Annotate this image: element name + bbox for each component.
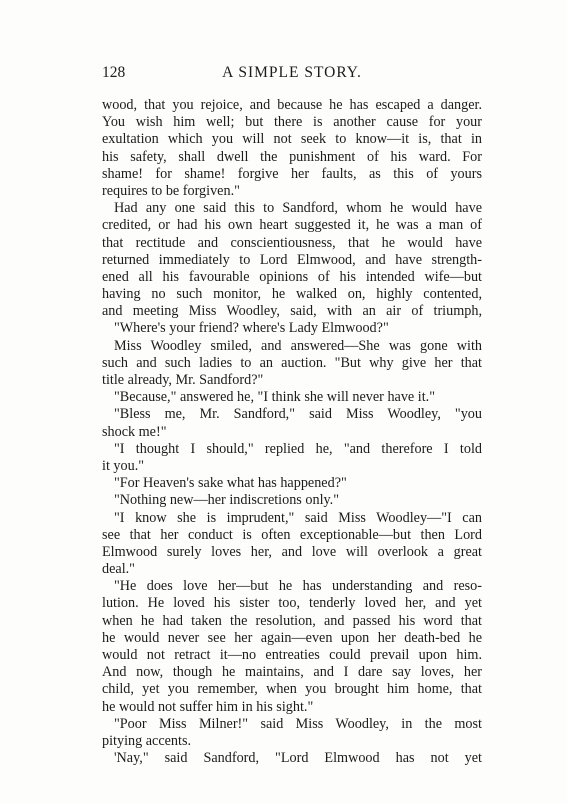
text-line: and meeting Miss Woodley, said, with an air of triumph, xyxy=(102,303,482,320)
text-line: title already, Mr. Sandford?" xyxy=(102,372,264,388)
page-number: 128 xyxy=(102,64,126,81)
text-line: "I thought I should," replied he, "and therefore I told xyxy=(114,440,482,457)
text-line: when he had taken the resolution, and passed his word that xyxy=(102,612,482,629)
text-line: exultation which you will not seek to know—it is, that in xyxy=(102,131,482,148)
text-line: "He does love her—but he has understanding and reso- xyxy=(114,578,482,595)
text-line: shame! for shame! forgive her faults, as this of yours xyxy=(102,165,482,182)
text-line: wood, that you rejoice, and because he has escaped a danger. xyxy=(102,97,482,113)
body-text xyxy=(102,97,482,767)
text-line: see that her conduct is often exceptionable—but then Lord xyxy=(102,526,482,543)
text-line: credited, or had his own heart suggested it, he was a man of xyxy=(102,217,482,234)
text-line: "Where's your friend? where's Lady Elmwood?" xyxy=(114,320,389,337)
text-line: returned immediately to Lord Elmwood, and have strength- xyxy=(102,251,482,268)
text-line: Miss Woodley smiled, and answered—She was gone with xyxy=(114,337,482,354)
running-head xyxy=(102,64,482,86)
text-line: he would never see her again—even upon her death-bed he xyxy=(102,629,482,646)
text-line: he would not suffer him in his sight." xyxy=(102,698,314,715)
text-line: ened all his favourable opinions of his intended wife—but xyxy=(102,268,482,285)
text-line: lution. He loved his sister too, tenderly loved her, and yet xyxy=(102,595,482,612)
text-line: "Nothing new—her indiscretions only." xyxy=(114,492,340,509)
text-line: Elmwood surely loves her, and love will overlook a great xyxy=(102,543,482,560)
text-line: "I know she is imprudent," said Miss Woodley—"I can xyxy=(114,509,482,526)
text-line: "Bless me, Mr. Sandford," said Miss Woodley, "you xyxy=(114,406,482,423)
text-line: "For Heaven's sake what has happened?" xyxy=(114,475,347,492)
text-line: And now, though he maintains, and I dare say loves, her xyxy=(102,664,482,681)
text-line: it you." xyxy=(102,457,145,474)
text-line: shock me!" xyxy=(102,423,167,440)
text-line: Had any one said this to Sandford, whom he would have xyxy=(114,200,482,217)
text-line: requires to be forgiven." xyxy=(102,182,240,199)
text-line: 'Nay," said Sandford, "Lord Elmwood has not yet xyxy=(114,750,482,767)
text-line: having no such monitor, he walked on, highly contented, xyxy=(102,286,482,303)
text-line: deal." xyxy=(102,561,135,578)
text-line: "Poor Miss Milner!" said Miss Woodley, in the most xyxy=(114,715,482,732)
text-line: "Because," answered he, "I think she will never have it." xyxy=(114,389,435,406)
text-line: child, yet you remember, when you brought him home, that xyxy=(102,681,482,698)
text-line: that rectitude and conscientiousness, that he would have xyxy=(102,234,482,251)
text-line: such and such ladies to an auction. "But why give her that xyxy=(102,354,482,371)
text-line: would not retract it—no entreaties could prevail upon him. xyxy=(102,647,482,663)
text-line: his safety, shall dwell the punishment of his ward. For xyxy=(102,148,482,165)
text-line: pitying accents. xyxy=(102,732,192,749)
text-line: You wish him well; but there is another cause for your xyxy=(102,114,482,131)
book-title: A SIMPLE STORY. xyxy=(222,64,362,81)
